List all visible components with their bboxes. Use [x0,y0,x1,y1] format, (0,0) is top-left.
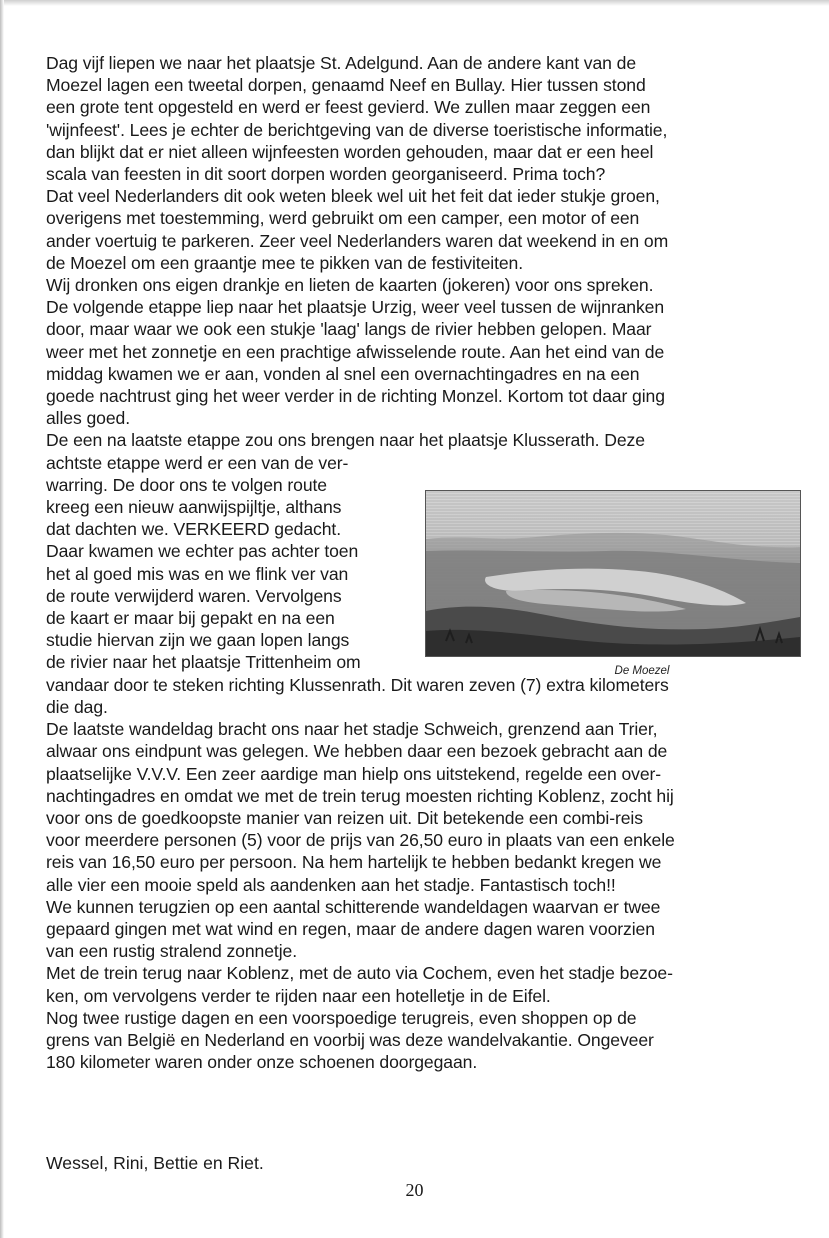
landscape-illustration [426,491,800,656]
page-edge [0,0,829,6]
signature-line: Wessel, Rini, Bettie en Riet. [46,1153,264,1173]
photo-figure [425,490,799,677]
paragraph: We kunnen terugzien op een aantal schitterende wandeldagen waarvan er twee gepaard gingen met wat wind en regen, maar de andere dagen waren voorzien van een rustig stralend zonnetje. [46,896,661,962]
page-edge [0,0,4,1238]
paragraph: De volgende etappe liep naar het plaatsje Urzig, weer veel tussen de wijnranken door, maar waar we ook een stukje 'laag' langs de rivier hebben gelopen. Maar weer met het zonnetje en een prachtige afwisselende route. Aan het eind van de middag kwamen we er aan, vonden al snel een overnachtingadres en na een goede nachtrust ging het weer verder in de richting Monzel. Kortom tot daar ging alles goed. [46,297,665,429]
paragraph: Nog twee rustige dagen en een voorspoedige terugreis, even shoppen op de grens van België en Nederland en voorbij was deze wandelvakantie. Ongeveer 180 kilometer waren onder onze schoenen doorgegaan. [46,1007,654,1073]
paragraph: Dag vijf liepen we naar het plaatsje St. Adelgund. Aan de andere kant van de Moezel lagen een tweetal dorpen, genaamd Neef en Bullay. Hier tussen stond een grote tent opgesteld en werd er feest gevierd. We zullen maar zeggen een 'wijnfeest'. Lees je echter de berichtgeving van de diverse toeristische informatie, dan blijkt dat er niet alleen wijnfeesten worden gehouden, maar dat er een heel scala van feesten in dit soort dorpen worden georganiseerd. Prima toch? [46,53,668,185]
paragraph: Dat veel Nederlanders dit ook weten bleek wel uit het feit dat ieder stukje groen, overigens met toestemming, werd gebruikt om een camper, een motor of een ander voertuig te parkeren. Zeer veel Nederlanders waren dat weekend in en om de Moezel om een graantje mee te pikken van de festiviteiten. [46,186,669,273]
moselle-river-photo [425,490,801,657]
paragraph: De een na laatste etappe zou ons brengen naar het plaatsje Klusserath. Deze achtste etappe werd er een van de ver- warring. De door ons te volgen route kreeg een nieuw aanwijspijltje, althans dat dachten we. VERKEERD gedacht. Daar kwamen we echter pas achter toen het al goed mis was en we flink ver van de route verwijderd waren. Vervolgens de kaart er maar bij gepakt en na een studie hiervan zijn we gaan lopen langs de rivier naar het plaatsje Trittenheim om vandaar door te steken richting Klussenrath. Dit waren zeven (7) extra kilometers die dag. [46,430,669,717]
paragraph: De laatste wandeldag bracht ons naar het stadje Schweich, grenzend aan Trier, alwaar ons eindpunt was gelegen. We hebben daar een bezoek gebracht aan de plaatselijke V.V.V. Een zeer aardige man hielp ons uitstekend, regelde een over- nachtingadres en omdat we met de trein terug moesten richting Koblenz, zocht hij voor ons de goedkoopste manier van reizen uit. Dit betekende een combi-reis voor meerdere personen (5) voor de prijs van 26,50 euro in plaats van een enkele reis van 16,50 euro per persoon. Na hem hartelijk te hebben bedankt kregen we alle vier een mooie speld als aandenken aan het stadje. Fantastisch toch!! [46,719,675,895]
photo-caption: De Moezel [614,665,670,677]
page-number: 20 [405,1180,424,1200]
paragraph: Met de trein terug naar Koblenz, met de auto via Cochem, even het stadje bezoe- ken, om vervolgens verder te rijden naar een hotelletje in de Eifel. [46,963,673,1006]
paragraph: Wij dronken ons eigen drankje en lieten de kaarten (jokeren) voor ons spreken. [46,275,654,296]
